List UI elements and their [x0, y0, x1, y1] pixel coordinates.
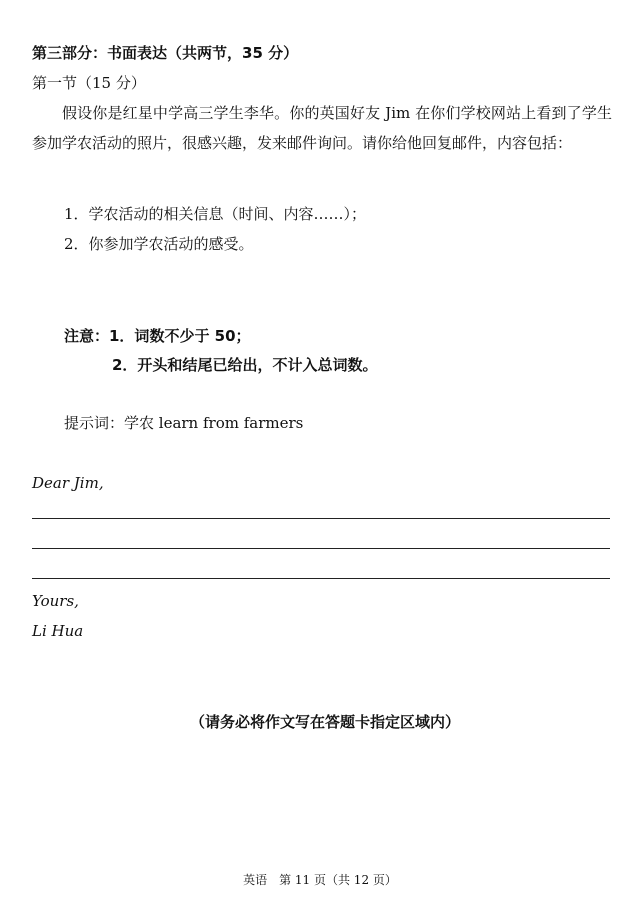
note-opening-closing: 2．开头和结尾已给出，不计入总词数。: [112, 356, 378, 374]
letter-greeting: Dear Jim,: [32, 474, 104, 492]
answer-sheet-instruction: （请务必将作文写在答题卡指定区域内）: [190, 713, 461, 731]
note-word-count: 注意：1．词数不少于 50；: [64, 327, 251, 345]
requirement-item-2: 2．你参加学农活动的感受。: [64, 235, 254, 253]
hint-words: 提示词：学农 learn from farmers: [64, 414, 304, 432]
answer-line-1[interactable]: [32, 518, 610, 519]
sub-section-heading: 第一节（15 分）: [32, 74, 146, 92]
requirement-item-1: 1．学农活动的相关信息（时间、内容……）；: [64, 205, 367, 223]
answer-line-2[interactable]: [32, 548, 610, 549]
letter-signature: Li Hua: [32, 622, 84, 640]
section-heading: 第三部分：书面表达（共两节，35 分）: [32, 44, 299, 62]
answer-line-3[interactable]: [32, 578, 610, 579]
page-footer: 英语 第 11 页（共 12 页）: [243, 873, 397, 887]
letter-closing: Yours,: [32, 592, 79, 610]
writing-prompt: 假设你是红星中学高三学生李华。你的英国好友 Jim 在你们学校网站上看到了学生参加学农活动的照片，很感兴趣，发来邮件询问。请你给他回复邮件，内容包括：: [32, 104, 612, 152]
